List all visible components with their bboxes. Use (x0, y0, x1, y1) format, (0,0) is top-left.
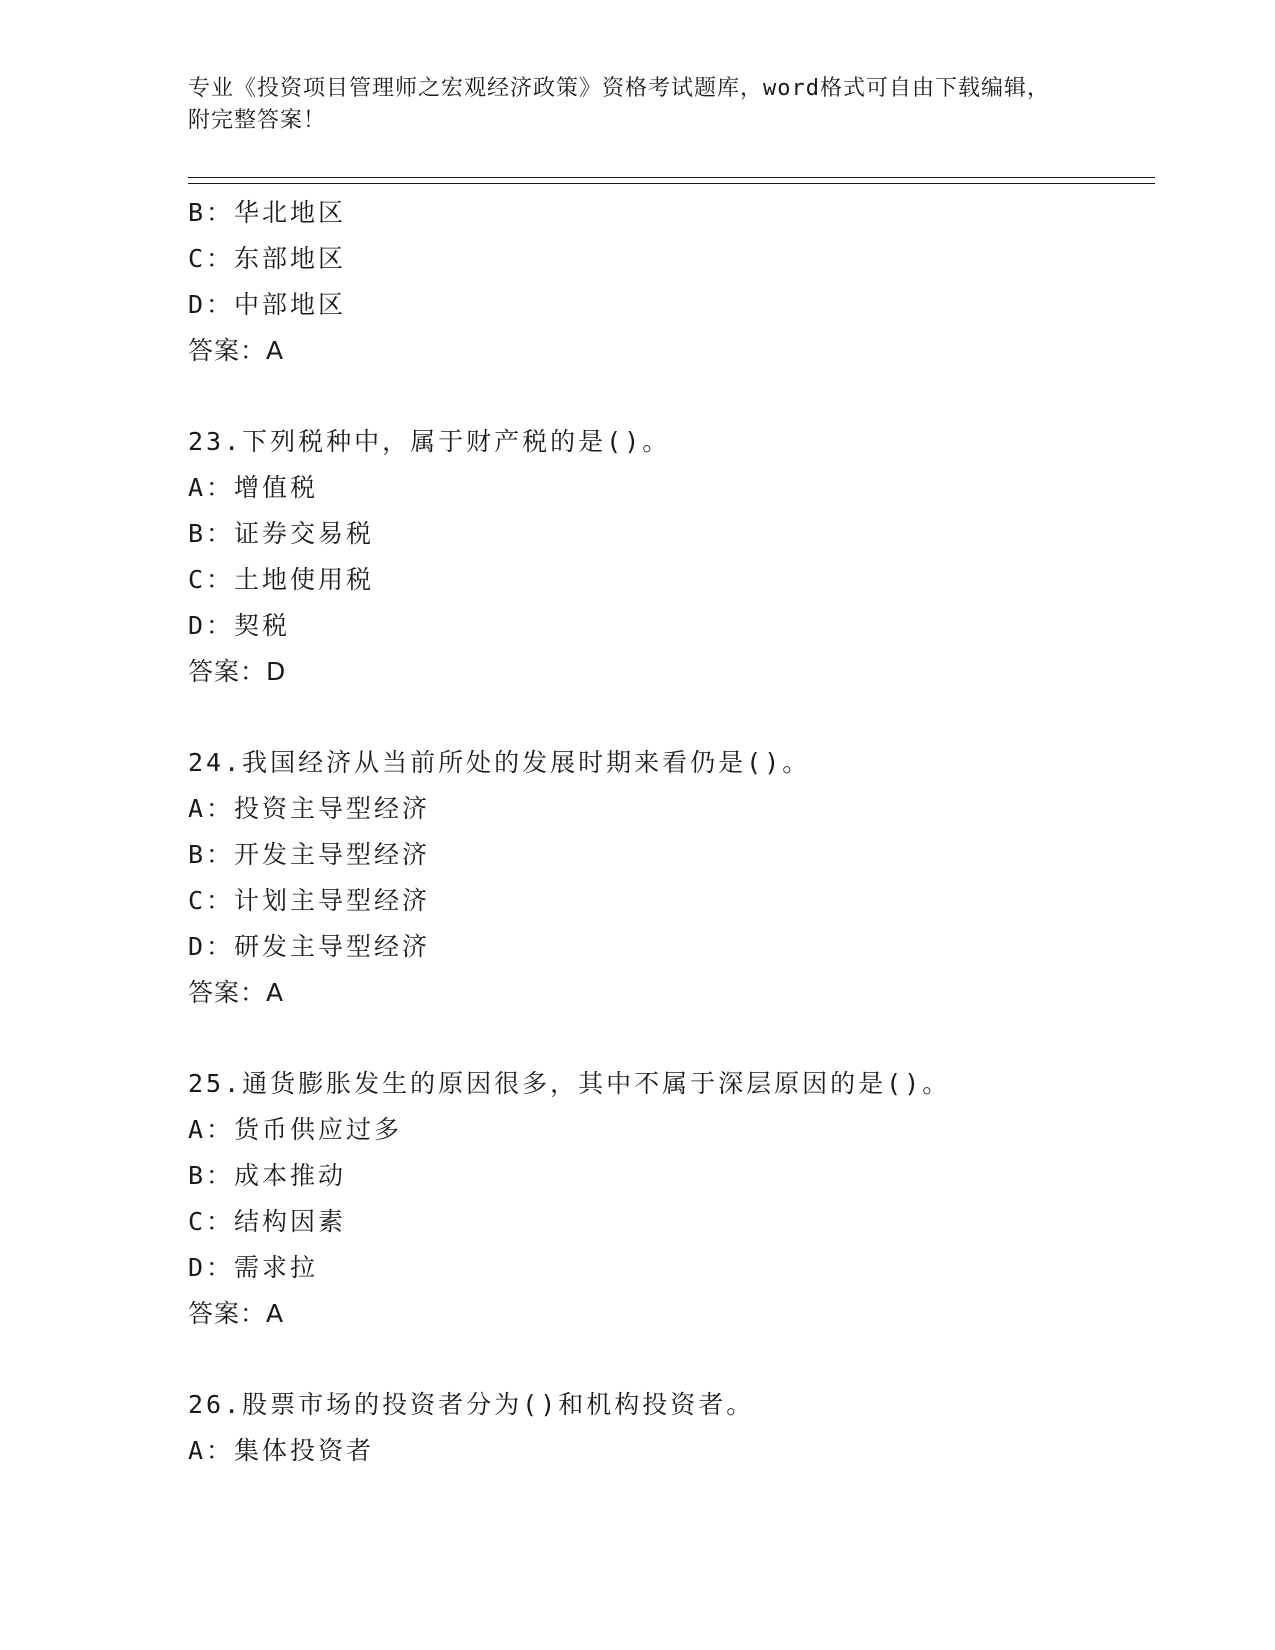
document-title: 专业《投资项目管理师之宏观经济政策》资格考试题库，word格式可自由下载编辑，附完整答案！ (188, 76, 1050, 133)
option-d: D：研发主导型经济 (188, 932, 431, 961)
question-26 (188, 1382, 1148, 1474)
option-a: A：集体投资者 (188, 1436, 375, 1465)
document-header (188, 73, 1068, 137)
question-22-partial (188, 190, 1148, 374)
option-a: A：增值税 (188, 473, 319, 502)
answer-line: 答案：A (188, 1299, 285, 1328)
question-25 (188, 1061, 1148, 1337)
option-a: A：投资主导型经济 (188, 794, 431, 823)
option-c: C：土地使用税 (188, 565, 375, 594)
question-stem: 26.股票市场的投资者分为()和机构投资者。 (188, 1390, 755, 1419)
question-stem: 25.通货膨胀发生的原因很多，其中不属于深层原因的是()。 (188, 1069, 951, 1098)
option-d: D：中部地区 (188, 290, 347, 319)
option-b: B：证券交易税 (188, 519, 375, 548)
option-b: B：华北地区 (188, 198, 347, 227)
answer-line: 答案：D (188, 657, 287, 686)
question-23 (188, 419, 1148, 695)
option-c: C：计划主导型经济 (188, 886, 431, 915)
question-list (188, 190, 1148, 1474)
answer-line: 答案：A (188, 978, 285, 1007)
question-stem: 23.下列税种中，属于财产税的是()。 (188, 427, 671, 456)
option-d: D：需求拉 (188, 1253, 319, 1282)
option-b: B：成本推动 (188, 1161, 347, 1190)
header-divider-top (188, 177, 1155, 178)
header-divider-bottom (188, 183, 1155, 184)
option-a: A：货币供应过多 (188, 1115, 403, 1144)
question-24 (188, 740, 1148, 1016)
option-c: C：结构因素 (188, 1207, 347, 1236)
option-b: B：开发主导型经济 (188, 840, 431, 869)
option-c: C：东部地区 (188, 244, 347, 273)
answer-line: 答案：A (188, 336, 285, 365)
question-stem: 24.我国经济从当前所处的发展时期来看仍是()。 (188, 748, 811, 777)
option-d: D：契税 (188, 611, 291, 640)
